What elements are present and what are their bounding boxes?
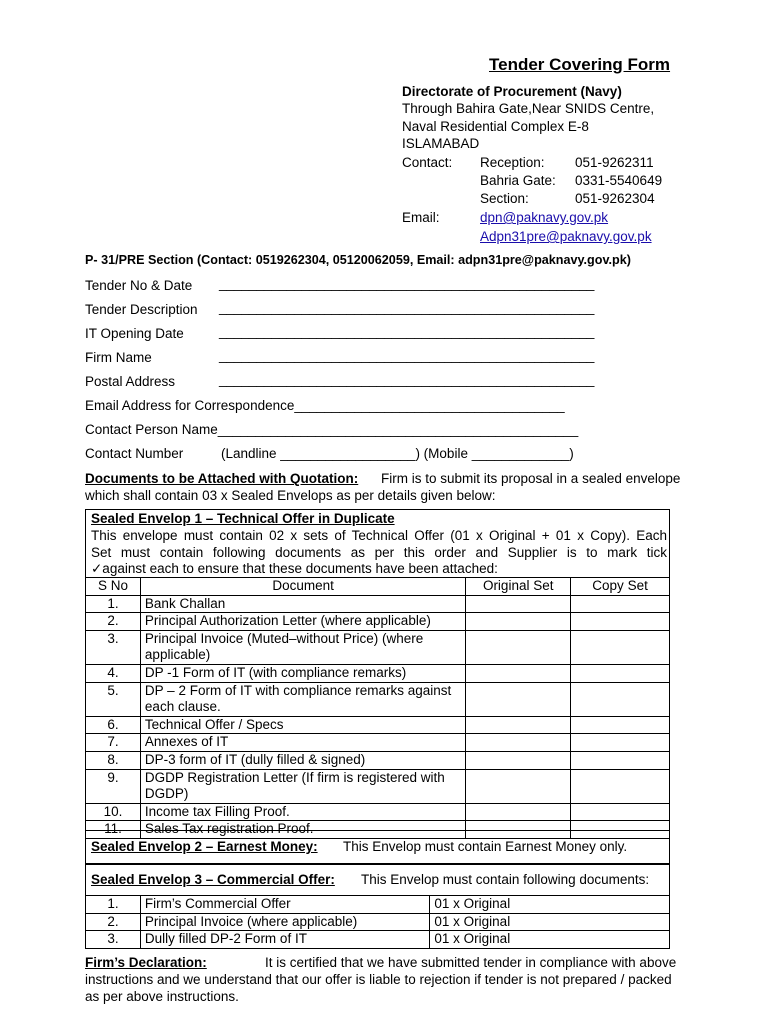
table-row [86, 664, 670, 682]
row-doc: DP-3 form of IT (dully filled & signed) [140, 751, 465, 769]
row-doc: Firm’s Commercial Offer [140, 896, 430, 914]
field-contact-number[interactable]: (Landline __________________) (Mobile _____________) [221, 446, 574, 461]
declaration-heading: Firm’s Declaration: [85, 955, 207, 970]
row-no: 5. [86, 682, 141, 716]
field-line-postal[interactable]: __________________________________________________ [219, 372, 595, 387]
row-doc: Technical Offer / Specs [140, 716, 465, 734]
contact-reception-label: Reception: [480, 155, 545, 170]
field-line-firm-name[interactable]: __________________________________________________ [219, 348, 595, 363]
row-doc: DP – 2 Form of IT with compliance remarks against each clause. [140, 682, 465, 716]
original-check-cell[interactable] [466, 630, 571, 664]
row-no: 3. [86, 931, 141, 949]
original-check-cell[interactable] [466, 664, 571, 682]
header-original-set: Original Set [466, 578, 571, 596]
field-line-tender-desc[interactable]: __________________________________________________ [219, 300, 595, 315]
envelop3-text: This Envelop must contain following documents: [361, 872, 650, 887]
row-no: 4. [86, 664, 141, 682]
contact-reception-value: 051-9262311 [575, 155, 654, 170]
row-doc: Principal Invoice (where applicable) [140, 913, 430, 931]
row-no: 7. [86, 734, 141, 752]
row-no: 6. [86, 716, 141, 734]
contact-label: Contact: [402, 155, 453, 170]
copy-check-cell[interactable] [571, 664, 670, 682]
row-qty: 01 x Original [430, 931, 670, 949]
row-doc: DGDP Registration Letter (If firm is registered with DGDP) [140, 769, 465, 803]
envelop2-heading: Sealed Envelop 2 – Earnest Money: [91, 839, 318, 854]
row-doc: DP -1 Form of IT (with compliance remarks) [140, 664, 465, 682]
field-line-it-opening[interactable]: __________________________________________________ [219, 324, 595, 339]
copy-check-cell[interactable] [571, 595, 670, 613]
contact-gate-value: 0331-5540649 [575, 173, 663, 188]
original-check-cell[interactable] [466, 751, 571, 769]
row-doc: Principal Invoice (Muted–without Price) (where applicable) [140, 630, 465, 664]
copy-check-cell[interactable] [571, 734, 670, 752]
row-no: 8. [86, 751, 141, 769]
contact-section-label: Section: [480, 191, 529, 206]
table-row [86, 931, 670, 949]
field-label-it-opening: IT Opening Date [85, 326, 184, 341]
header-sno: S No [86, 578, 141, 596]
address-line1: Through Bahira Gate,Near SNIDS Centre, [402, 101, 655, 116]
table-row [86, 682, 670, 716]
row-no: 2. [86, 913, 141, 931]
table-row [86, 803, 670, 821]
envelop1-table [85, 577, 670, 839]
envelop2-text: This Envelop must contain Earnest Money only. [343, 839, 628, 854]
table-row [86, 896, 670, 914]
documents-line1: Firm is to submit its proposal in a sealed envelope [381, 471, 681, 486]
row-no: 11. [86, 821, 141, 839]
envelop1-heading: Sealed Envelop 1 – Technical Offer in Duplicate [91, 511, 395, 526]
copy-check-cell[interactable] [571, 630, 670, 664]
table-row [86, 613, 670, 631]
table-header-row [86, 578, 670, 596]
address-line2: Naval Residential Complex E-8 [402, 119, 589, 134]
table-row [86, 630, 670, 664]
row-doc: Income tax Filling Proof. [140, 803, 465, 821]
row-doc: Sales Tax registration Proof. [140, 821, 465, 839]
org-name: Directorate of Procurement (Navy) [402, 84, 622, 99]
table-row [86, 716, 670, 734]
row-no: 2. [86, 613, 141, 631]
original-check-cell[interactable] [466, 734, 571, 752]
documents-heading: Documents to be Attached with Quotation: [85, 471, 359, 486]
email-link-1[interactable]: dpn@paknavy.gov.pk [480, 210, 609, 225]
envelop3-heading: Sealed Envelop 3 – Commercial Offer: [91, 872, 335, 887]
header-copy-set: Copy Set [571, 578, 670, 596]
copy-check-cell[interactable] [571, 751, 670, 769]
original-check-cell[interactable] [466, 803, 571, 821]
field-label-postal: Postal Address [85, 374, 176, 389]
envelop1-desc2: Set must contain following documents as per this order and Supplier is to mark tick [91, 545, 667, 560]
copy-check-cell[interactable] [571, 769, 670, 803]
field-contact-person[interactable]: Contact Person Name________________________________________________ [85, 422, 579, 437]
row-no: 3. [86, 630, 141, 664]
row-no: 9. [86, 769, 141, 803]
header-document: Document [140, 578, 465, 596]
row-no: 1. [86, 896, 141, 914]
row-qty: 01 x Original [430, 896, 670, 914]
table-row [86, 913, 670, 931]
row-no: 1. [86, 595, 141, 613]
table-row [86, 595, 670, 613]
original-check-cell[interactable] [466, 595, 571, 613]
copy-check-cell[interactable] [571, 682, 670, 716]
row-no: 10. [86, 803, 141, 821]
contact-gate-label: Bahria Gate: [480, 173, 556, 188]
contact-section-value: 051-9262304 [575, 191, 655, 206]
table-row [86, 751, 670, 769]
documents-line2: which shall contain 03 x Sealed Envelops as per details given below: [85, 488, 496, 503]
row-doc: Dully filled DP-2 Form of IT [140, 931, 430, 949]
row-doc: Annexes of IT [140, 734, 465, 752]
email-link-2[interactable]: Adpn31pre@paknavy.gov.pk [480, 229, 652, 244]
declaration-line3: as per above instructions. [85, 989, 239, 1004]
original-check-cell[interactable] [466, 682, 571, 716]
form-title: Tender Covering Form [489, 55, 671, 74]
section-contact-line: P- 31/PRE Section (Contact: 0519262304, 05120062059, Email: adpn31pre@paknavy.gov.pk) [85, 253, 631, 267]
copy-check-cell[interactable] [571, 716, 670, 734]
copy-check-cell[interactable] [571, 613, 670, 631]
field-label-tender-desc: Tender Description [85, 302, 198, 317]
table-row [86, 734, 670, 752]
field-line-tender-no[interactable]: __________________________________________________ [219, 276, 595, 291]
declaration-line2: instructions and we understand that our offer is liable to rejection if tender is not prepared / packed [85, 972, 672, 987]
declaration-line1: It is certified that we have submitted tender in compliance with above [265, 955, 677, 970]
field-label-firm-name: Firm Name [85, 350, 152, 365]
field-label-contact-number: Contact Number [85, 446, 184, 461]
table-row [86, 769, 670, 803]
original-check-cell[interactable] [466, 613, 571, 631]
row-doc: Bank Challan [140, 595, 465, 613]
field-label-tender-no: Tender No & Date [85, 278, 193, 293]
field-email-correspondence[interactable]: Email Address for Correspondence____________________________________ [85, 398, 565, 413]
copy-check-cell[interactable] [571, 803, 670, 821]
address-line3: ISLAMABAD [402, 136, 480, 151]
envelop1-desc3: ✓against each to ensure that these documents have been attached: [91, 561, 498, 576]
row-doc: Principal Authorization Letter (where applicable) [140, 613, 465, 631]
envelop1-desc1: This envelope must contain 02 x sets of Technical Offer (01 x Original + 01 x Copy). Each [91, 528, 667, 543]
original-check-cell[interactable] [466, 716, 571, 734]
email-label: Email: [402, 210, 440, 225]
row-qty: 01 x Original [430, 913, 670, 931]
envelop3-table [85, 895, 670, 949]
original-check-cell[interactable] [466, 769, 571, 803]
